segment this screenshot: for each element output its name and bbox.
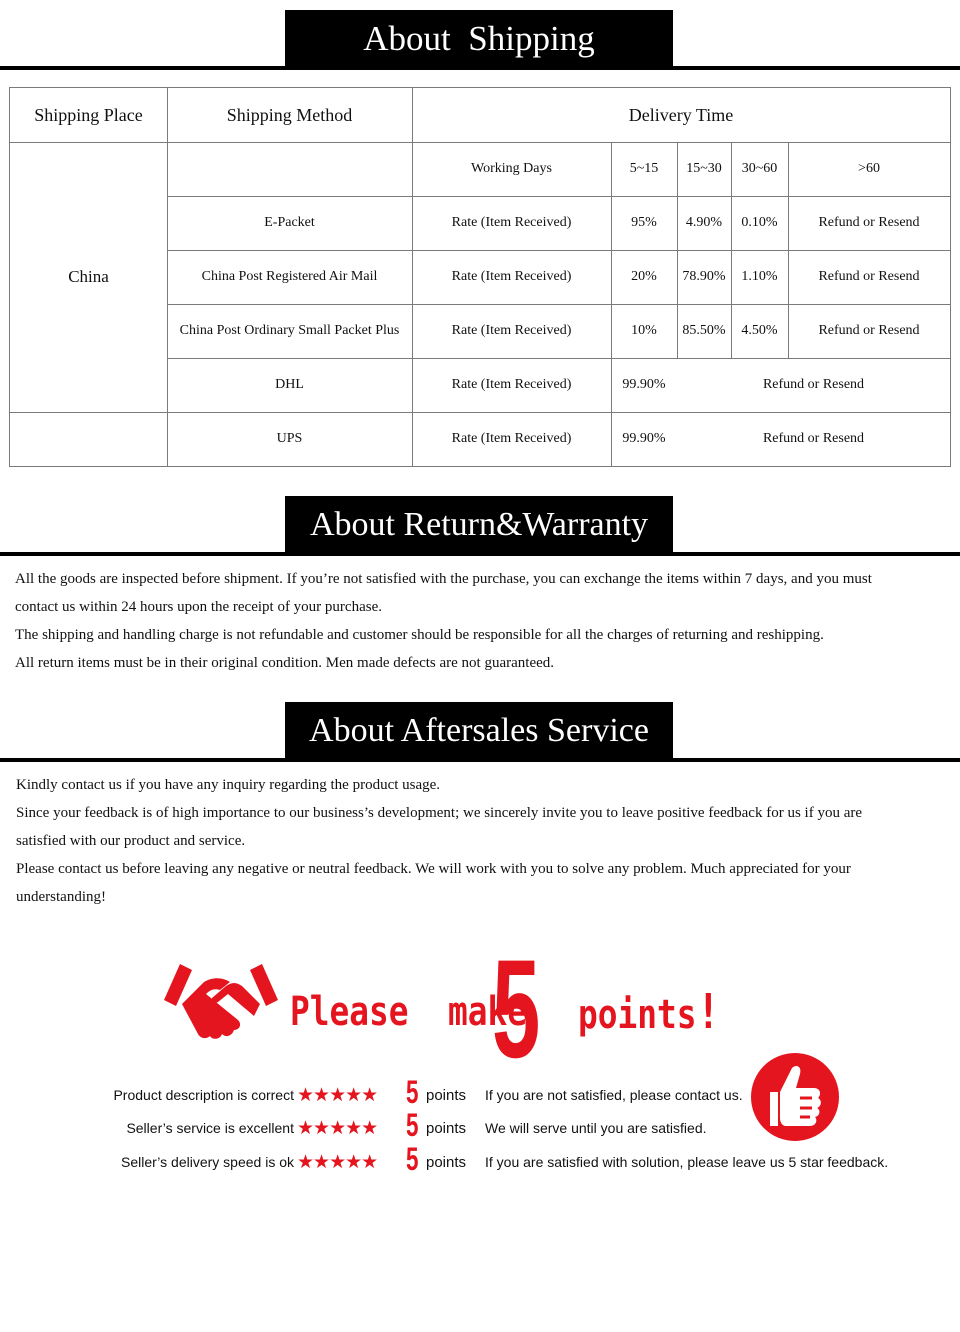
days-30-60: 30~60 [741,161,778,176]
rating-label: Seller’s delivery speed is ok [120,1154,294,1170]
days-15-30: 15~30 [686,161,722,176]
rating-unit: points [426,1087,467,1104]
shipping-place-china: China [68,267,109,286]
method-ups: UPS [276,431,303,446]
paragraph-line: All return items must be in their original condition. Men made defects are not guaranteed. [15,655,555,671]
rate-label: Rate (Item Received) [451,431,572,446]
method-e-packet: E-Packet [264,215,315,230]
rating-unit: points [426,1154,467,1171]
working-days-label: Working Days [471,161,552,176]
rating-label: Seller’s service is excellent [126,1120,294,1136]
rate-label: Rate (Item Received) [451,215,572,230]
rate-value: 20% [631,269,657,284]
star-icon: ★★★★★ [297,1118,378,1139]
refund-or-resend: Refund or Resend [818,269,920,284]
star-icon: ★★★★★ [297,1152,378,1173]
rate-value: 1.10% [741,269,778,284]
rate-value: 0.10% [741,215,778,230]
rate-value: 85.50% [682,323,726,338]
aftersales-title: About Aftersales Service [309,712,649,749]
rating-note: If you are not satisfied, please contact us. [485,1087,743,1103]
rate-value: 78.90% [682,269,726,284]
handshake-icon [160,960,282,1044]
method-china-post-registered: China Post Registered Air Mail [201,269,378,284]
return-warranty-banner [285,496,673,553]
rating-note: If you are satisfied with solution, please leave us 5 star feedback. [485,1154,889,1170]
shipping-section-title: About Shipping [363,19,595,58]
header-shipping-place: Shipping Place [34,104,143,125]
method-china-post-ordinary: China Post Ordinary Small Packet Plus [179,323,400,338]
rating-row [0,1141,960,1179]
shipping-divider [0,66,960,70]
days-over-60: >60 [858,161,880,176]
rate-label: Rate (Item Received) [451,323,572,338]
return-warranty-divider [0,552,960,556]
paragraph-line: contact us within 24 hours upon the receipt of your purchase. [15,599,382,615]
rating-label: Product description is correct [113,1087,294,1103]
rating-unit: points [426,1120,467,1137]
promo-headline-points: points [578,992,697,1038]
aftersales-divider [0,758,960,762]
shipping-section-banner [285,10,673,67]
promo-headline-number: 5 [492,930,541,1087]
rate-value: 4.50% [741,323,778,338]
rate-label: Rate (Item Received) [451,377,572,392]
refund-or-resend: Refund or Resend [762,377,865,392]
rate-value: 99.90% [622,377,666,392]
rate-value: 95% [631,215,657,230]
days-5-15: 5~15 [629,161,659,176]
rating-number: 5 [406,1141,419,1177]
paragraph-line: satisfied with our product and service. [16,833,246,849]
paragraph-line: Kindly contact us if you have any inquiry regarding the product usage. [16,777,441,793]
rate-value: 10% [631,323,657,338]
promo-headline-right [578,986,720,1041]
header-shipping-method: Shipping Method [226,104,353,125]
rating-row [0,1074,960,1112]
paragraph-line: All the goods are inspected before shipment. If you’re not satisfied with the purchase, you can exchange the items within 7 days, and you must [15,571,872,587]
paragraph-line: Since your feedback is of high importance to our business’s development; we sincerely invite you to leave positive feedback for us if you are [16,805,863,821]
promo-headline-left: Please make [290,989,527,1035]
rating-note: We will serve until you are satisfied. [485,1120,707,1136]
aftersales-banner [285,702,673,759]
aftersales-text [16,771,951,911]
promo-headline-exclaim: ! [696,984,721,1040]
rating-row [0,1107,960,1145]
header-delivery-time: Delivery Time [628,104,734,125]
paragraph-line: understanding! [16,889,106,905]
method-dhl: DHL [275,377,304,392]
paragraph-line: The shipping and handling charge is not refundable and customer should be responsible for all the charges of returning and reshipping. [15,627,824,643]
rate-value: 4.90% [685,215,723,230]
return-warranty-title: About Return&Warranty [309,506,649,543]
rating-number: 5 [406,1107,419,1143]
star-icon: ★★★★★ [297,1085,378,1106]
shipping-table [9,87,951,467]
rating-number: 5 [406,1074,419,1110]
return-warranty-text [15,565,950,677]
paragraph-line: Please contact us before leaving any negative or neutral feedback. We will work with you to solve any problem. Much appreciated for your [16,861,851,877]
rate-value: 99.90% [622,431,666,446]
refund-or-resend: Refund or Resend [762,431,865,446]
rate-label: Rate (Item Received) [451,269,572,284]
refund-or-resend: Refund or Resend [818,323,920,338]
refund-or-resend: Refund or Resend [818,215,920,230]
